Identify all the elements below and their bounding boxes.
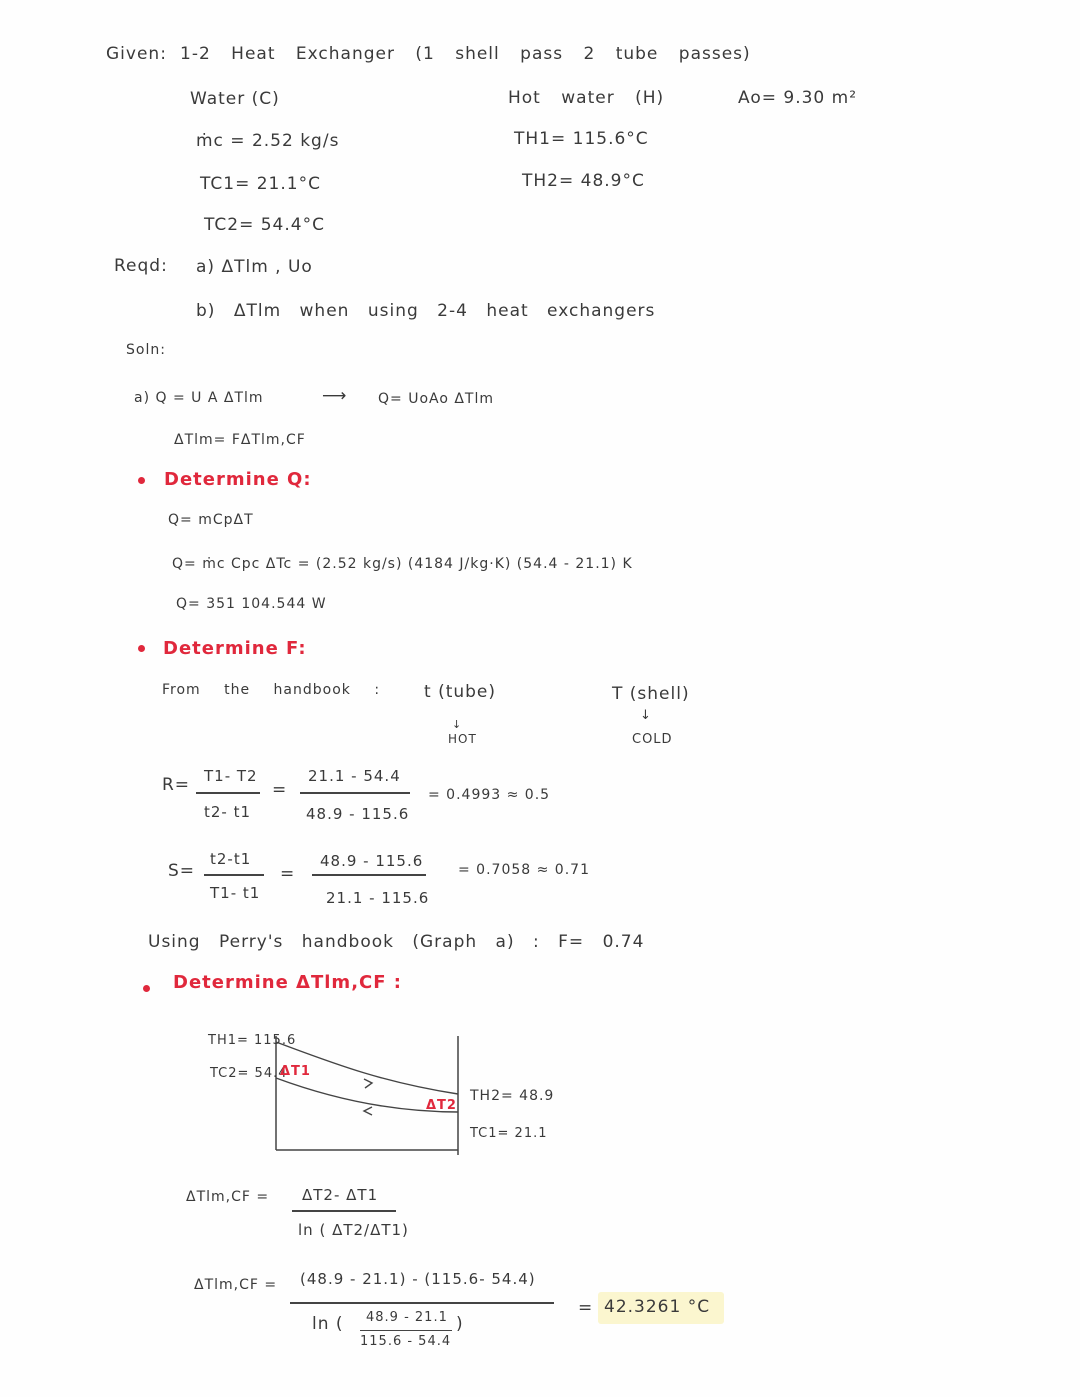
s-result: = 0.7058 ≈ 0.71 xyxy=(458,862,590,878)
r-denominator: t2- t1 xyxy=(204,803,252,821)
lmtd-ln: ln ( xyxy=(312,1314,344,1334)
lmtd-values-label: ΔTlm,CF = xyxy=(194,1277,278,1293)
q-formula: Q= mCpΔT xyxy=(168,512,254,528)
lmtd-result: 42.3261 °C xyxy=(604,1297,711,1317)
diagram-dt1: ΔT1 xyxy=(280,1064,311,1079)
r-label: R= xyxy=(162,775,191,795)
eq-q-uadt: a) Q = U A ΔTlm xyxy=(134,390,264,406)
s-denominator: T1- t1 xyxy=(210,884,261,902)
lmtd-formula-denominator: ln ( ΔT2/ΔT1) xyxy=(298,1221,409,1239)
lmtd-inner-denominator: 115.6 - 54.4 xyxy=(360,1334,452,1349)
hot-outlet-temp: TH2= 48.9°C xyxy=(522,171,645,191)
from-handbook: From the handbook : xyxy=(162,682,381,698)
lmtd-formula-label: ΔTlm,CF = xyxy=(186,1189,270,1205)
s-denominator-values: 21.1 - 115.6 xyxy=(326,889,430,907)
cold-inlet-temp: TC1= 21.1°C xyxy=(200,174,321,194)
eq-dtlm-f: ΔTlm= FΔTlm,CF xyxy=(174,432,306,448)
perry-f-value: Using Perry's handbook (Graph a) : F= 0.74 xyxy=(148,932,645,952)
heading-determine-dtlm-cf: Determine ΔTlm,CF : xyxy=(173,972,402,993)
eq-q-uoaodt: Q= UoAo ΔTlm xyxy=(378,391,495,407)
lmtd-close-paren: ) xyxy=(456,1314,464,1334)
area-value: Ao= 9.30 m² xyxy=(738,88,858,108)
r-equals: = xyxy=(272,780,288,800)
fraction-bar xyxy=(360,1330,452,1331)
reqd-b: b) ΔTlm when using 2-4 heat exchangers xyxy=(196,301,656,321)
s-numerator-values: 48.9 - 115.6 xyxy=(320,852,424,870)
diagram-dt2: ΔT2 xyxy=(426,1098,457,1113)
lmtd-values-numerator: (48.9 - 21.1) - (115.6- 54.4) xyxy=(300,1270,536,1288)
tube-label: t (tube) xyxy=(424,682,497,702)
s-equals: = xyxy=(280,864,296,884)
r-numerator-values: 21.1 - 54.4 xyxy=(308,767,401,785)
soln-label: Soln: xyxy=(126,342,166,358)
result-equals: = xyxy=(578,1298,594,1318)
diagram-tc2: TC2= 54.4 xyxy=(210,1066,288,1081)
s-label: S= xyxy=(168,861,196,881)
q-result: Q= 351 104.544 W xyxy=(176,596,327,612)
cold-mass-flow: ṁc = 2.52 kg/s xyxy=(196,131,340,151)
given-label: Given: xyxy=(106,44,167,64)
hot-inlet-temp: TH1= 115.6°C xyxy=(514,129,649,149)
hot-header: Hot water (H) xyxy=(508,88,665,108)
reqd-a: a) ΔTlm , Uo xyxy=(196,257,313,277)
heading-determine-f: Determine F: xyxy=(163,638,307,659)
fraction-bar xyxy=(292,1210,396,1212)
diagram-th1: TH1= 115.6 xyxy=(208,1033,297,1048)
r-result: = 0.4993 ≈ 0.5 xyxy=(428,787,551,803)
given-heading: 1-2 Heat Exchanger (1 shell pass 2 tube passes) xyxy=(180,44,751,64)
lmtd-inner-numerator: 48.9 - 21.1 xyxy=(366,1310,448,1325)
cold-outlet-temp: TC2= 54.4°C xyxy=(204,215,325,235)
s-numerator: t2-t1 xyxy=(210,850,252,868)
down-arrow-icon: ↓ xyxy=(452,718,463,731)
reqd-label: Reqd: xyxy=(114,256,168,276)
q-substitution: Q= ṁc Cpc ΔTc = (2.52 kg/s) (4184 J/kg·K) (54.4 - 21.1) K xyxy=(172,556,633,572)
fraction-bar xyxy=(290,1302,554,1304)
diagram-tc1: TC1= 21.1 xyxy=(470,1126,548,1141)
shell-label: T (shell) xyxy=(612,684,690,704)
lmtd-formula-numerator: ΔT2- ΔT1 xyxy=(302,1186,379,1204)
down-arrow-icon: ↓ xyxy=(640,708,652,723)
cold-header: Water (C) xyxy=(190,89,280,109)
hot-label: HOT xyxy=(448,732,477,746)
diagram-th2: TH2= 48.9 xyxy=(470,1088,555,1104)
heading-determine-q: Determine Q: xyxy=(164,469,312,490)
arrow-icon: ⟶ xyxy=(322,386,348,406)
cold-label: COLD xyxy=(632,732,673,747)
r-denominator-values: 48.9 - 115.6 xyxy=(306,805,410,823)
r-numerator: T1- T2 xyxy=(204,767,258,785)
